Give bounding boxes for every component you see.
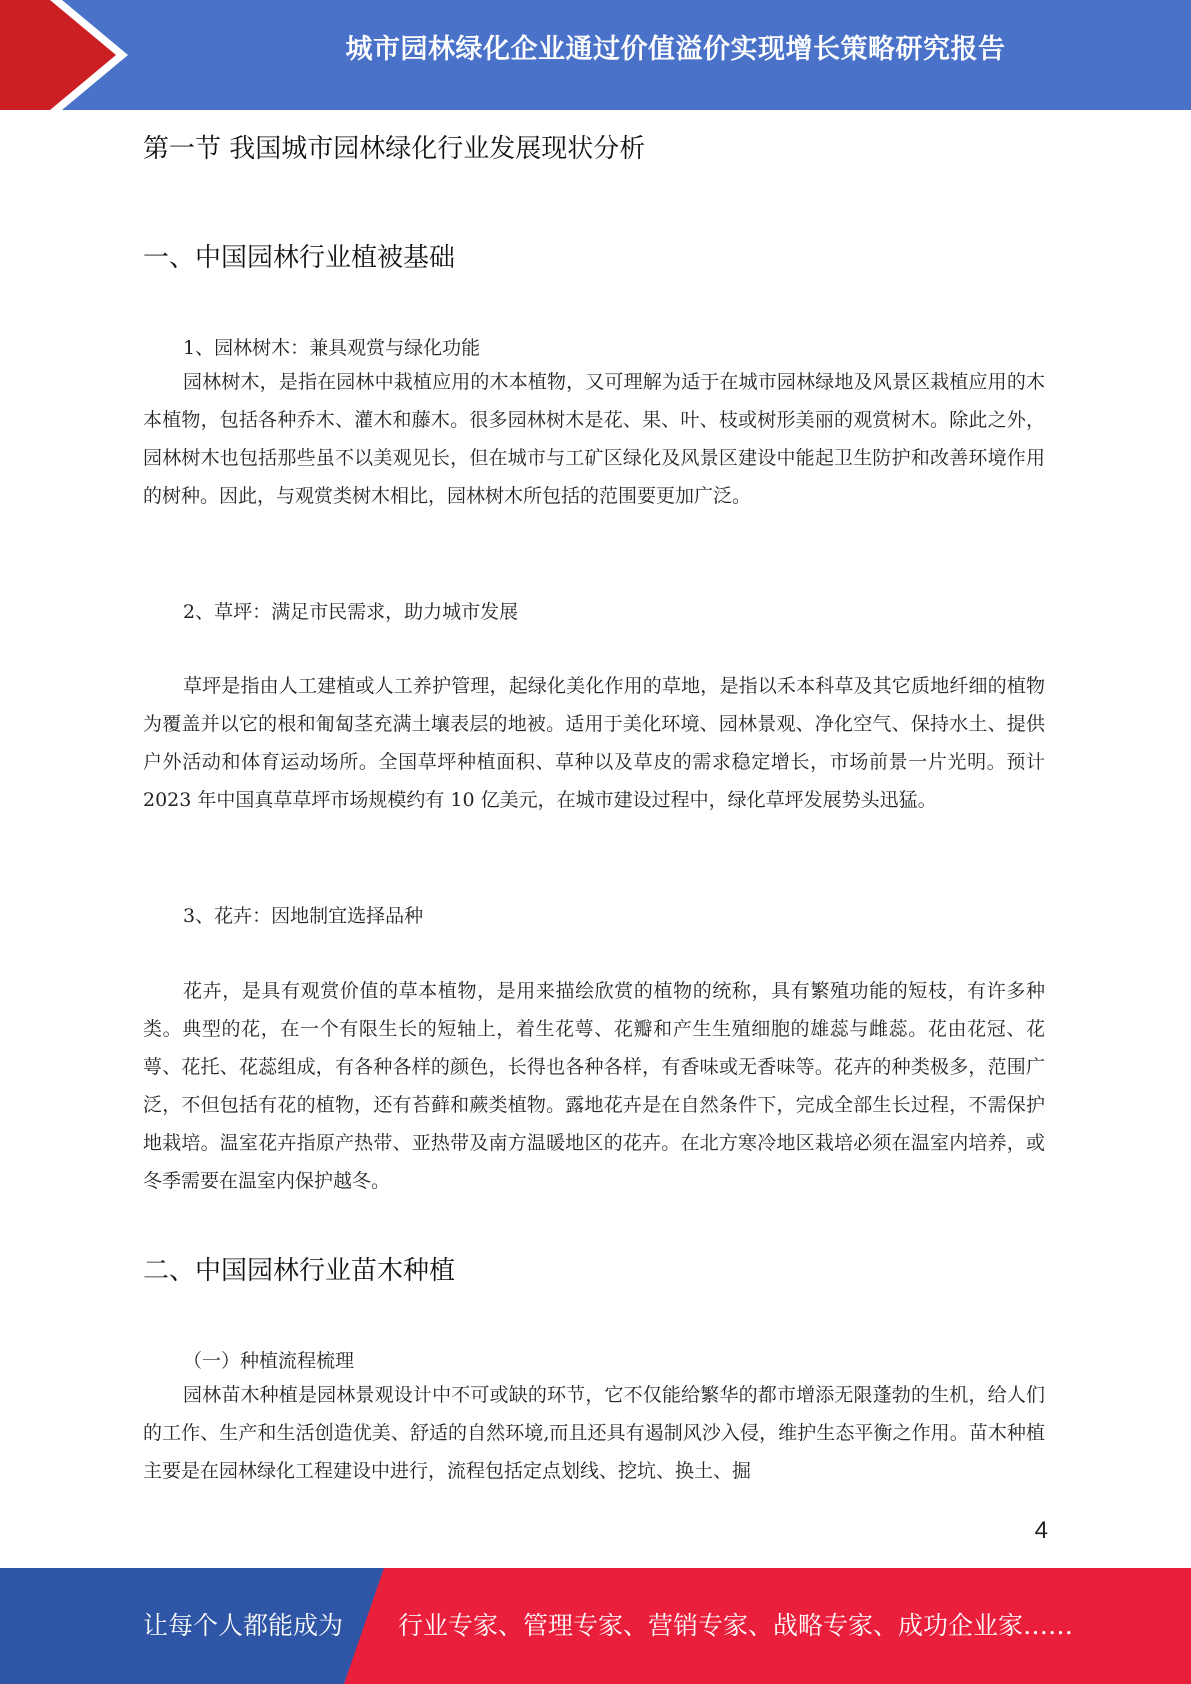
footer-slogan-left: 让每个人都能成为 [143, 1611, 344, 1640]
part1-heading: 一、中国园林行业植被基础 [143, 243, 456, 273]
page-number: 4 [1034, 1517, 1048, 1544]
part1-paragraph-flowers: 花卉，是具有观赏价值的草本植物，是用来描绘欣赏的植物的统称，具有繁殖功能的短枝，有许多种类。典型的花，在一个有限生长的短轴上，着生花萼、花瓣和产生生殖细胞的雄蕊与雌蕊。花由花冠、花萼、花托、花蕊组成，有各种各样的颜色，长得也各种各样，有香味或无香味等。花卉的种类极多，范围广泛，不但包括有花的植物，还有苔藓和蕨类植物。露地花卉是在自然条件下，完成全部生长过程，不需保护地栽培。温室花卉指原产热带、亚热带及南方温暖地区的花卉。在北方寒冷地区栽培必须在温室内培养，或冬季需要在温室内保护越冬。 [143, 980, 1045, 1192]
footer-slogan-right: 行业专家、管理专家、营销专家、战略专家、成功企业家…… [398, 1611, 1074, 1640]
part2-subheading-process: （一）种植流程梳理 [183, 1350, 355, 1372]
section-title: 第一节 我国城市园林绿化行业发展现状分析 [143, 134, 646, 164]
report-title: 城市园林绿化企业通过价值溢价实现增长策略研究报告 [345, 34, 1006, 65]
header-arrow-decoration [0, 0, 160, 110]
part2-paragraph-process: 园林苗木种植是园林景观设计中不可或缺的环节，它不仅能给繁华的都市增添无限蓬勃的生机，给人们的工作、生产和生活创造优美、舒适的自然环境,而且还具有遏制风沙入侵，维护生态平衡之作用。苗木种植主要是在园林绿化工程建设中进行，流程包括定点划线、挖坑、换土、掘 [143, 1384, 1045, 1482]
part1-subheading-lawn: 2、草坪：满足市民需求，助力城市发展 [183, 601, 519, 623]
part2-heading: 二、中国园林行业苗木种植 [143, 1256, 456, 1286]
part1-subheading-flowers: 3、花卉：因地制宜选择品种 [183, 905, 424, 927]
part1-paragraph-trees: 园林树木，是指在园林中栽植应用的木本植物，又可理解为适于在城市园林绿地及风景区栽植应用的木本植物，包括各种乔木、灌木和藤木。很多园林树木是花、果、叶、枝或树形美丽的观赏树木。除此之外，园林树木也包括那些虽不以美观见长，但在城市与工矿区绿化及风景区建设中能起卫生防护和改善环境作用的树种。因此，与观赏类树木相比，园林树木所包括的范围要更加广泛。 [143, 371, 1045, 507]
header-banner [0, 0, 1191, 110]
part1-paragraph-lawn: 草坪是指由人工建植或人工养护管理，起绿化美化作用的草地，是指以禾本科草及其它质地纤细的植物为覆盖并以它的根和匍匐茎充满土壤表层的地被。适用于美化环境、园林景观、净化空气、保持水土、提供户外活动和体育运动场所。全国草坪种植面积、草种以及草皮的需求稳定增长，市场前景一片光明。预计 2023 年中国真草草坪市场规模约有 10 亿美元，在城市建设过程中，绿化草坪发展势头迅猛。 [143, 675, 1045, 811]
footer-banner [0, 1568, 1191, 1684]
part1-subheading-trees: 1、园林树木：兼具观赏与绿化功能 [183, 337, 481, 359]
